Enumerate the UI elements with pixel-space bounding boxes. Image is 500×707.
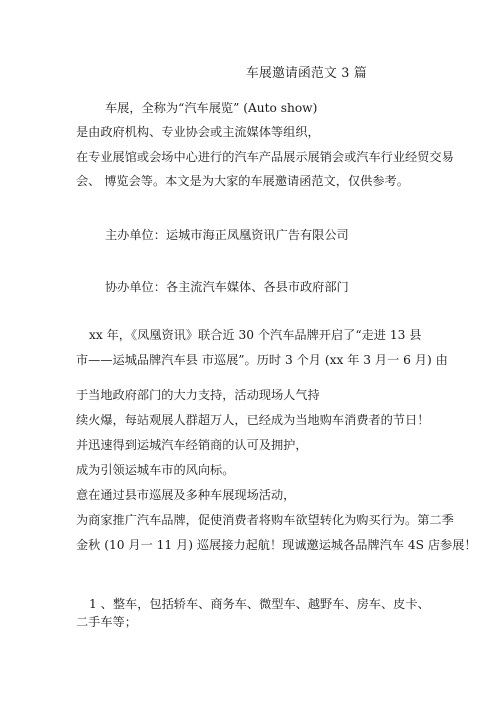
body-line-6: 成为引领运城车市的风向标。: [76, 463, 235, 477]
body-line-7: 意在通过县市巡展及多种车展现场活动，: [76, 488, 296, 502]
intro-line-1: 车展，全称为“汽车展览” (Auto show): [105, 101, 318, 115]
intro-line-3: 在专业展馆或会场中心进行的汽车产品展示展销会或汽车行业经贸交易: [76, 150, 454, 164]
body-line-3: 于当地政府部门的大力支持，活动现场人气持: [76, 388, 320, 402]
intro-line-4: 会、 博览会等。本文是为大家的车展邀请函范文，仅供参考。: [76, 174, 409, 188]
body-line-4: 续火爆，每站观展人群超万人，已经成为当地购车消费者的节日！: [76, 413, 430, 427]
list-item-1-line-2: 二手车等；: [76, 615, 137, 629]
body-line-5: 并迅速得到运城汽车经销商的认可及拥护，: [76, 438, 308, 452]
body-line-2: 市——运城品牌汽车县 市巡展”。历时 3 个月 (xx 年 3 月一 6 月) 由: [76, 353, 448, 367]
body-line-9: 金秋 (10 月一 11 月) 巡展接力起航！现诚邀运城各品牌汽车 4S 店参展！: [76, 538, 477, 552]
list-item-1-line-1: 1 、整车，包括轿车、商务车、微型车、越野车、房车、皮卡、: [89, 597, 430, 611]
body-line-8: 为商家推广汽车品牌，促使消费者将购车欲望转化为购买行为。第二季: [76, 513, 454, 527]
document-title: 车展邀请函范文 3 篇: [246, 66, 367, 81]
intro-line-2: 是由政府机构、专业协会或主流媒体等组织，: [76, 125, 320, 139]
body-line-1: xx 年，《凤凰资讯》联合近 30 个汽车品牌开启了“走进 13 县: [89, 328, 422, 342]
organizer-line: 主办单位：运城市海正凤凰资讯广告有限公司: [105, 228, 349, 242]
co-organizer-line: 协办单位：各主流汽车媒体、各县市政府部门: [105, 280, 349, 294]
